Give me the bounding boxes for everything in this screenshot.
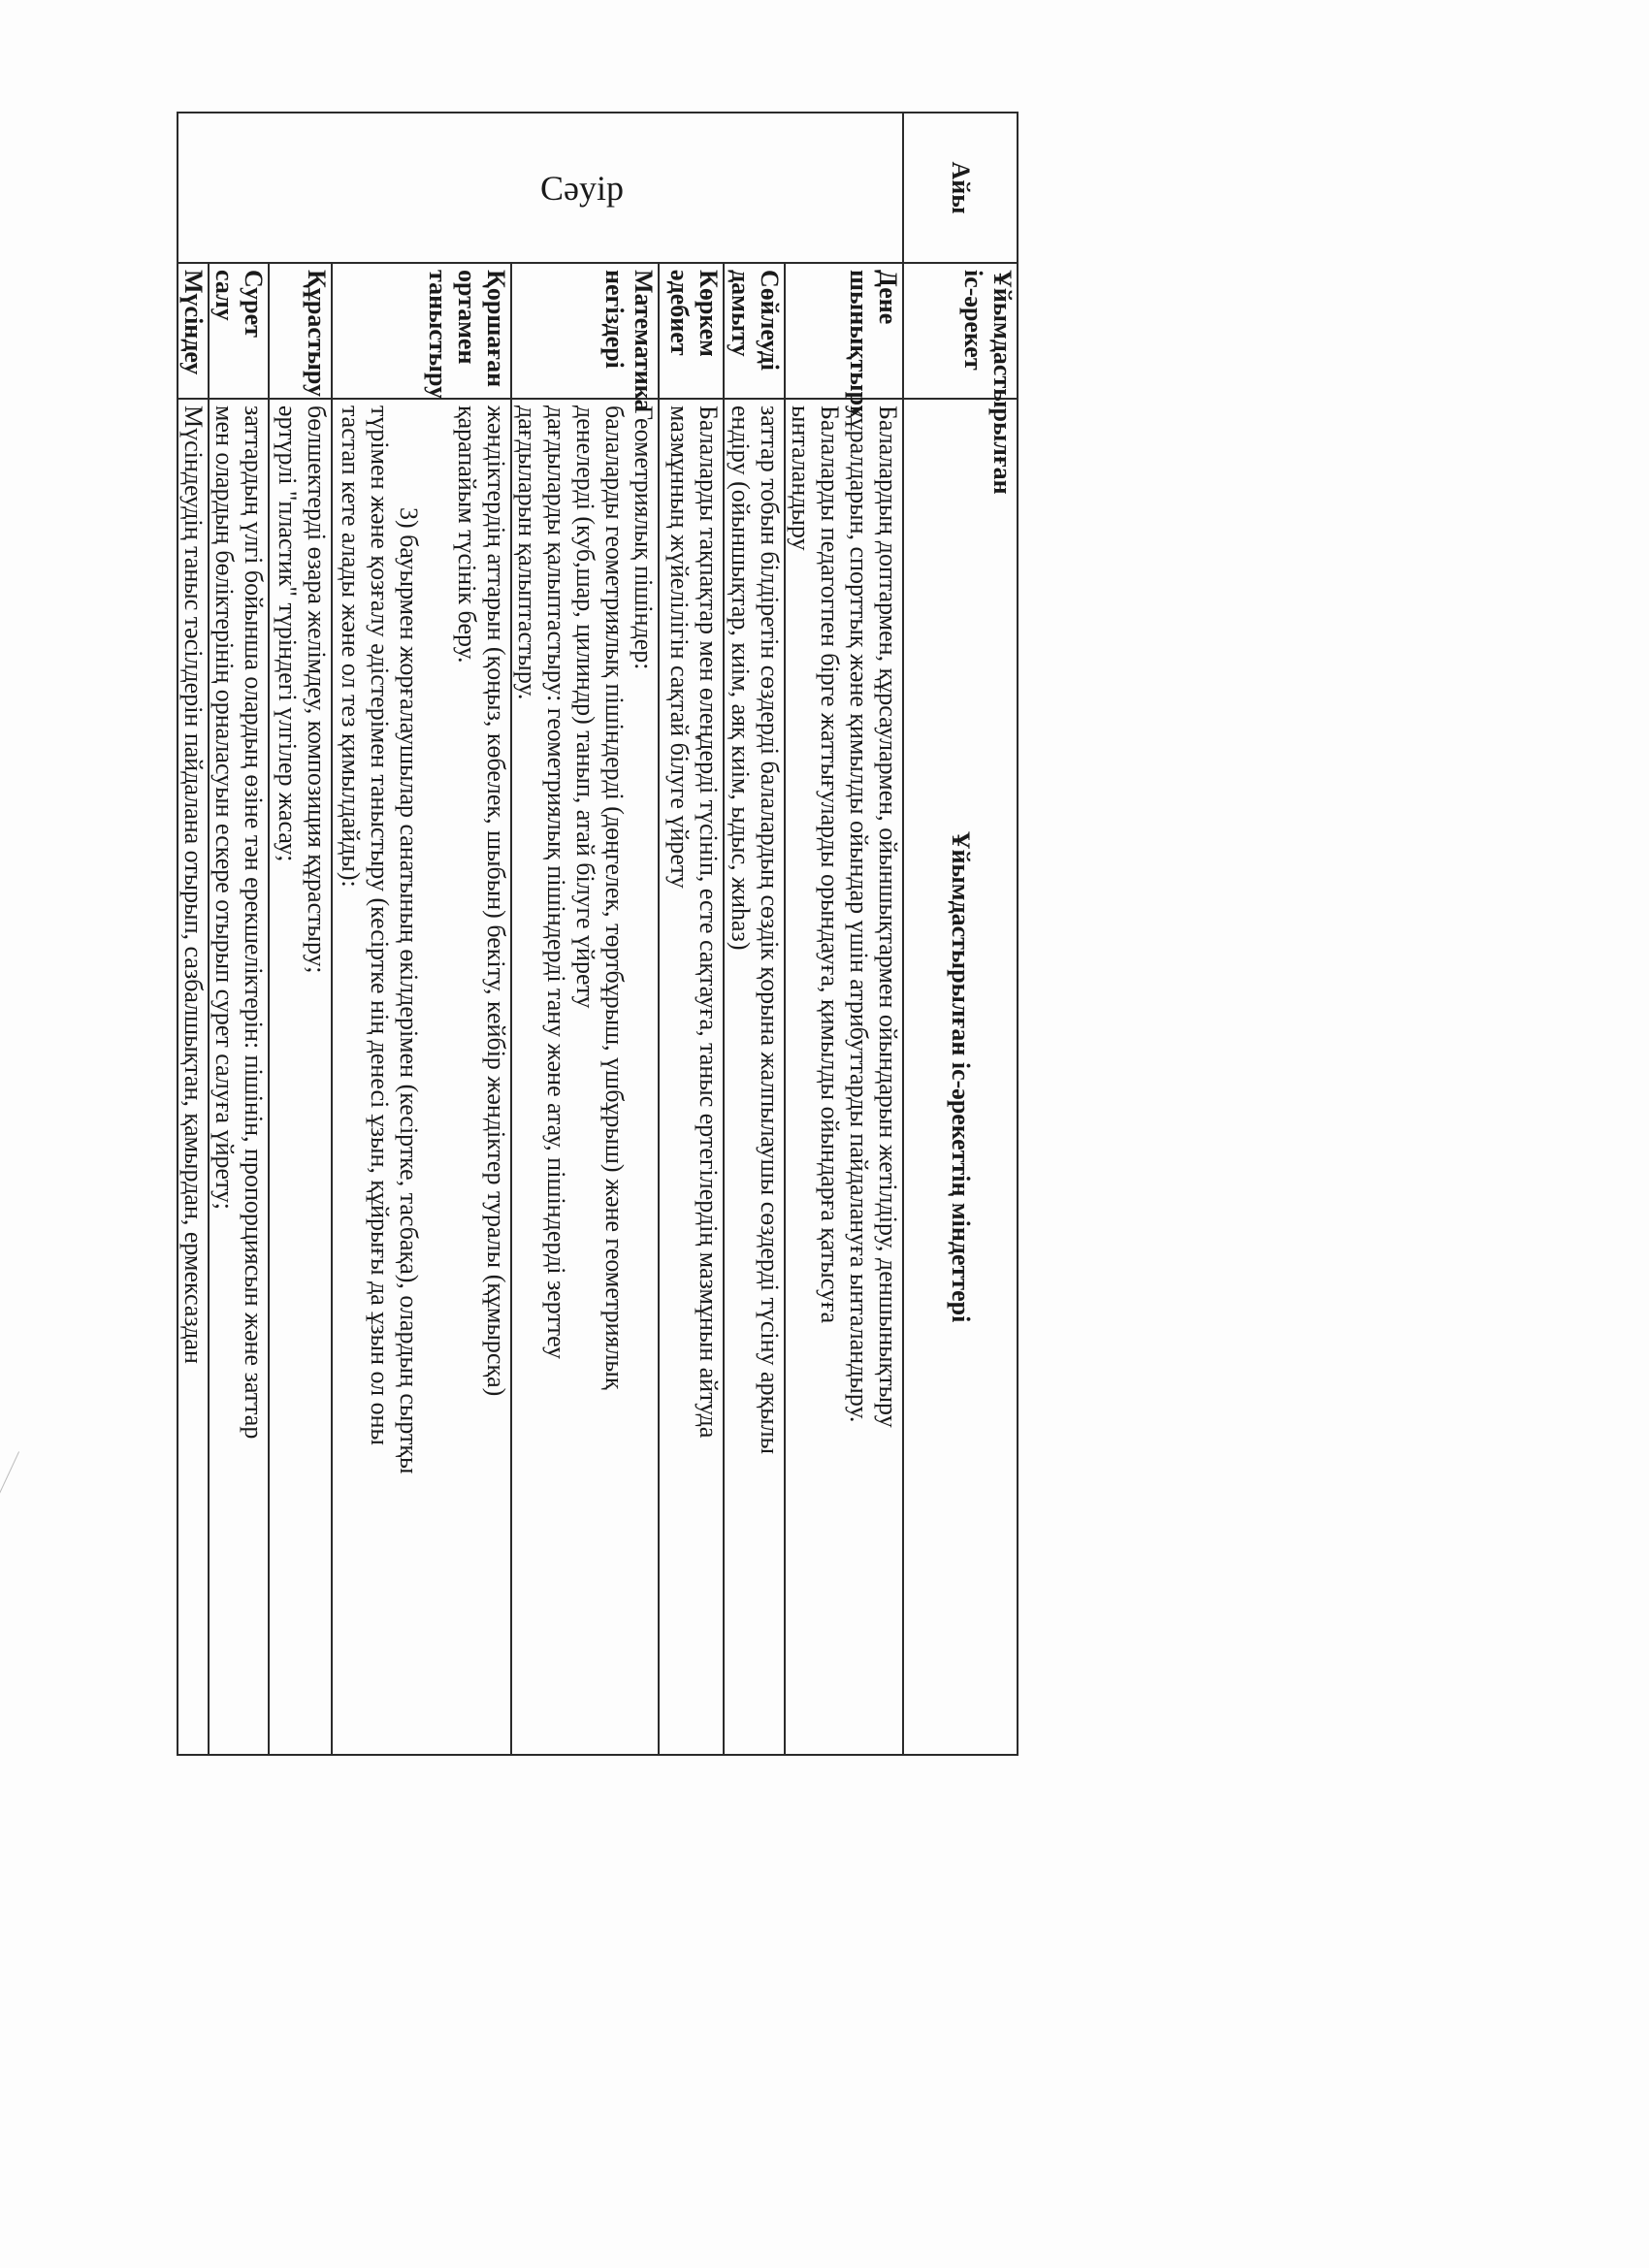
task-line: Балалардың доптармен, құрсаулармен, ойыншықтармен ойындарын жетілдіру, деншынықтыру (874, 405, 902, 1428)
task-line: дағдыларды қалыптастыру: геометриялық пішіндерді тану және атау, пішіндерді зерттеу (542, 405, 570, 1360)
task-line: ендіру (ойыншықтар, киім, аяқ киім, ыдыс, жиһаз) (727, 405, 755, 951)
month-header: Айы (903, 113, 1018, 263)
subject-tasks (178, 399, 209, 1755)
task-line: жәндіктердің аттарын (қоңыз, көбелек, шыбын) бекіту, кейбір жәндіктер туралы (құмырсқа) (482, 405, 510, 1397)
curriculum-table (177, 112, 1018, 1756)
subject-label: Сурет салу (209, 263, 269, 399)
month-cell (178, 113, 903, 263)
subject-label: Математика негіздері (511, 263, 659, 399)
task-line: мазмұнның жүйелілігін сақтай білуге үйрету (665, 405, 694, 889)
table-row (659, 113, 724, 1755)
task-line: дағдыларын қалыптастыру. (513, 405, 541, 700)
subject-label: Дене шынықтыру (785, 263, 903, 399)
subject-tasks (209, 399, 269, 1755)
task-line: денелерді (куб,шар, цилиндр) танып, атай білуге үйрету (571, 405, 599, 1009)
subject-label: Көркем әдебиет (659, 263, 724, 399)
table-header-row (903, 113, 1018, 1755)
task-line: мен олардың бөліктерінің орналасуын ескере отырып сурет салуға үйрету; (210, 405, 239, 1210)
table-row (178, 113, 209, 1755)
subject-label: Қоршаған ортамен таныстыру (332, 263, 511, 399)
task-line: Балаларды тақпақтар мен өлеңдерді түсініп, есте сақтауға, таныс ертегілердің мазмұнын айтуда (695, 405, 723, 1439)
table-row (785, 113, 903, 1755)
subject-label: Құрастыру (269, 263, 332, 399)
subject-label: Сөйлеуді дамыту (724, 263, 785, 399)
table-row (269, 113, 332, 1755)
tasks-header: Ұйымдастырылған іс-әрекеттің міндеттері (903, 399, 1018, 1755)
subject-tasks (269, 399, 332, 1755)
task-line: Геометриялық пішіндер: (630, 405, 658, 670)
activity-header: Ұйымдастырылған іс-әрекет (903, 263, 1018, 399)
table-row (332, 113, 511, 1755)
subject-tasks (511, 399, 659, 1755)
month-value: Сәуір (540, 168, 624, 208)
task-line: тастап кете алады және ол тез қимылдайды): (337, 405, 365, 888)
subject-label: Мүсіндеу (178, 263, 209, 399)
task-line: бөлшектерді өзара желімдеу, композиция құрастыру; (303, 405, 331, 974)
task-line: Мүсіндеудің таныс тәсілдерін пайдалана отырып, сазбалшықтан, қамырдан, ермексаздан (179, 405, 208, 1364)
task-line: түрімен және қозғалу әдістерімен таныстыру (кесіртке нің денесі ұзын, құйрығы да ұзын ол оны (366, 405, 394, 1446)
subject-tasks (332, 399, 511, 1755)
table-row (724, 113, 785, 1755)
task-line: құралдарын, спорттық және қимылды ойындар үшін атрибуттарды пайдалануға ынталандыру. (845, 405, 873, 1423)
task-line: заттардың үлгі бойынша олардың өзіне тән ерекшеліктерін: пішінін, пропорциясын және заттар (240, 405, 268, 1440)
subject-tasks (724, 399, 785, 1755)
subject-tasks (785, 399, 903, 1755)
task-line: ынталандыру (787, 405, 815, 551)
task-line: заттар тобын білдіретін сөздерді балалардың сөздік қорына жалпылаушы сөздерді түсіну арқылы (756, 405, 784, 1455)
spacer-line (423, 405, 452, 1748)
task-line: 3) бауырмен жорғалаушылар санатының өкілдерімен (кесіртке, тасбақа), олардың сыртқы (395, 507, 423, 1474)
task-line: Балаларды педагогпен бірге жаттығуларды орындауға, қимылды ойындарға қатысуға (816, 405, 844, 1324)
task-line: қарапайым түсінік беру. (453, 405, 481, 664)
table-row (511, 113, 659, 1755)
subject-tasks (659, 399, 724, 1755)
task-line: әртүрлі "пластик" түріндегі үлгілер жасау; (274, 405, 302, 862)
task-line: балаларды геометриялық пішіндерді (дөңгелек, төртбұрыш, үшбұрыш) және геометриялық (600, 405, 629, 1390)
table-row (209, 113, 269, 1755)
